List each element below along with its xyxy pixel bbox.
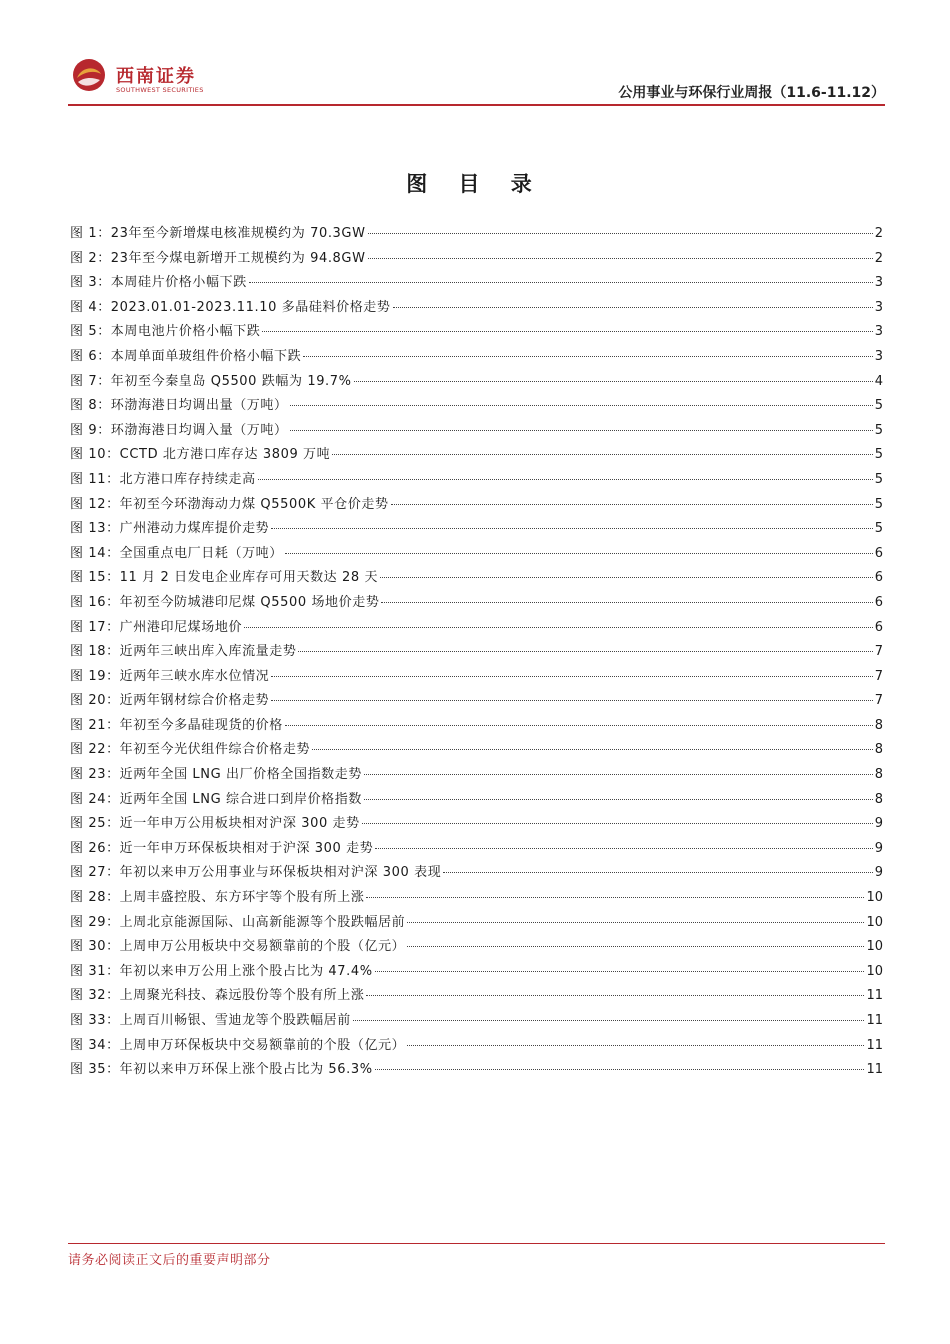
toc-entry-page-number[interactable]: 6 bbox=[874, 570, 883, 586]
toc-entry-page-number[interactable]: 10 bbox=[866, 914, 883, 930]
dot-leader bbox=[290, 430, 873, 431]
toc-entry-page-number[interactable]: 4 bbox=[874, 373, 883, 389]
toc-entry-page-number[interactable]: 11 bbox=[866, 1013, 883, 1028]
toc-entry[interactable] bbox=[70, 443, 883, 468]
toc-entry-label[interactable]: 图 24：近两年全国 LNG 综合进口到岸价格指数 bbox=[70, 791, 362, 807]
toc-entry-label[interactable]: 图 1：23年至今新增煤电核准规模约为 70.3GW bbox=[70, 226, 366, 241]
toc-entry-page-number[interactable]: 11 bbox=[866, 1062, 883, 1078]
toc-entry[interactable] bbox=[70, 468, 883, 493]
toc-entry-page-number[interactable]: 7 bbox=[874, 668, 883, 684]
toc-entry-label[interactable]: 图 26：近一年申万环保板块相对于沪深 300 走势 bbox=[70, 840, 374, 856]
dot-leader bbox=[407, 1045, 864, 1046]
dot-leader bbox=[366, 897, 864, 898]
toc-entry-label[interactable]: 图 17：广州港印尼煤场地价 bbox=[70, 619, 243, 635]
toc-entry[interactable] bbox=[70, 296, 883, 321]
toc-entry[interactable] bbox=[70, 1034, 883, 1059]
dot-leader bbox=[381, 602, 872, 603]
toc-entry[interactable] bbox=[70, 1009, 883, 1034]
toc-entry-page-number[interactable]: 8 bbox=[874, 717, 883, 733]
toc-entry-page-number[interactable]: 3 bbox=[874, 348, 883, 364]
toc-entry-page-number[interactable]: 6 bbox=[874, 545, 883, 561]
toc-entry[interactable] bbox=[70, 345, 883, 370]
toc-entry-label[interactable]: 图 12：年初至今环渤海动力煤 Q5500K 平仓价走势 bbox=[70, 496, 389, 512]
dot-leader bbox=[258, 479, 873, 480]
dot-leader bbox=[375, 848, 872, 849]
page-header bbox=[68, 56, 885, 106]
toc-entry[interactable] bbox=[70, 222, 883, 247]
toc-entry[interactable] bbox=[70, 370, 883, 395]
toc-entry-page-number[interactable]: 7 bbox=[874, 644, 883, 660]
toc-entry-label[interactable]: 图 21：年初至今多晶硅现货的价格 bbox=[70, 717, 283, 733]
dot-leader bbox=[407, 922, 864, 923]
toc-entry-label[interactable]: 图 20：近两年钢材综合价格走势 bbox=[70, 693, 270, 709]
toc-entry[interactable] bbox=[70, 960, 883, 985]
toc-entry-label[interactable]: 图 34：上周申万环保板块中交易额靠前的个股（亿元） bbox=[70, 1037, 406, 1053]
dot-leader bbox=[368, 258, 873, 259]
toc-entry[interactable] bbox=[70, 1058, 883, 1083]
toc-entry-label[interactable]: 图 28：上周丰盛控股、东方环宇等个股有所上涨 bbox=[70, 890, 365, 906]
dot-leader bbox=[303, 356, 873, 357]
dot-leader bbox=[244, 627, 873, 628]
toc-entry[interactable] bbox=[70, 247, 883, 272]
toc-entry-label[interactable]: 图 5：本周电池片价格小幅下跌 bbox=[70, 324, 261, 340]
toc-entry-label[interactable]: 图 18：近两年三峡出库入库流量走势 bbox=[70, 644, 297, 660]
toc-entry[interactable] bbox=[70, 935, 883, 960]
toc-entry-page-number[interactable]: 11 bbox=[866, 988, 883, 1004]
toc-entry[interactable] bbox=[70, 886, 883, 911]
toc-entry[interactable] bbox=[70, 517, 883, 542]
logo-emblem-icon bbox=[72, 58, 106, 92]
toc-entry[interactable] bbox=[70, 984, 883, 1009]
dot-leader bbox=[380, 577, 873, 578]
dot-leader bbox=[290, 405, 873, 406]
toc-entry-page-number[interactable]: 3 bbox=[874, 324, 883, 340]
toc-entry[interactable] bbox=[70, 566, 883, 591]
toc-entry[interactable] bbox=[70, 271, 883, 296]
dot-leader bbox=[271, 528, 872, 529]
toc-entry-page-number[interactable]: 5 bbox=[874, 471, 883, 487]
toc-entry-label[interactable]: 图 27：年初以来申万公用事业与环保板块相对沪深 300 表现 bbox=[70, 865, 442, 881]
toc-entry-label[interactable]: 图 8：环渤海港日均调出量（万吨） bbox=[70, 398, 288, 414]
dot-leader bbox=[375, 1069, 865, 1070]
toc-entry-label[interactable]: 图 6：本周单面单玻组件价格小幅下跌 bbox=[70, 348, 302, 364]
toc-entry-label[interactable]: 图 14：全国重点电厂日耗（万吨） bbox=[70, 545, 283, 561]
toc-entry[interactable] bbox=[70, 837, 883, 862]
toc-entry-page-number[interactable]: 9 bbox=[874, 816, 883, 832]
dot-leader bbox=[312, 749, 873, 750]
toc-entry[interactable] bbox=[70, 665, 883, 690]
dot-leader bbox=[271, 676, 872, 677]
dot-leader bbox=[364, 799, 873, 800]
toc-entry[interactable] bbox=[70, 616, 883, 641]
toc-entry-label[interactable]: 图 32：上周聚光科技、森远股份等个股有所上涨 bbox=[70, 988, 365, 1004]
toc-entry-label[interactable]: 图 22：年初至今光伏组件综合价格走势 bbox=[70, 742, 311, 758]
toc-entry-page-number[interactable]: 8 bbox=[874, 791, 883, 807]
dot-leader bbox=[285, 725, 873, 726]
toc-entry-page-number[interactable]: 11 bbox=[866, 1037, 883, 1053]
toc-entry-page-number[interactable]: 6 bbox=[874, 619, 883, 635]
toc-entry-page-number[interactable]: 5 bbox=[874, 422, 883, 438]
toc-title: 图 目 录 bbox=[406, 172, 544, 196]
footer-disclaimer: 请务必阅读正文后的重要声明部分 bbox=[68, 1253, 271, 1268]
toc-entry-page-number[interactable]: 5 bbox=[874, 496, 883, 512]
toc-entry-label[interactable]: 图 25：近一年申万公用板块相对沪深 300 走势 bbox=[70, 816, 360, 832]
toc-entry-page-number[interactable]: 7 bbox=[874, 693, 883, 709]
toc-entry-label[interactable]: 图 35：年初以来申万环保上涨个股占比为 56.3% bbox=[70, 1062, 373, 1078]
dot-leader bbox=[393, 307, 873, 308]
dot-leader bbox=[368, 233, 873, 234]
toc-entry[interactable] bbox=[70, 911, 883, 936]
dot-leader bbox=[375, 971, 865, 972]
dot-leader bbox=[298, 651, 872, 652]
dot-leader bbox=[285, 553, 873, 554]
company-logo bbox=[68, 56, 208, 98]
toc-entry-label[interactable]: 图 11：北方港口库存持续走高 bbox=[70, 471, 256, 487]
logo-text-en: SOUTHWEST SECURITIES bbox=[116, 86, 204, 94]
toc-entry-label[interactable]: 图 13：广州港动力煤库提价走势 bbox=[70, 521, 270, 537]
toc-entry[interactable] bbox=[70, 493, 883, 518]
dot-leader bbox=[362, 823, 873, 824]
toc-entry-page-number[interactable]: 8 bbox=[874, 767, 883, 783]
dot-leader bbox=[354, 381, 873, 382]
logo-text-cn: 西南证券 bbox=[116, 66, 196, 87]
toc-entry-page-number[interactable]: 9 bbox=[874, 865, 883, 881]
header-divider bbox=[68, 104, 885, 106]
toc-entry-page-number[interactable]: 8 bbox=[874, 742, 883, 758]
toc-entry-label[interactable]: 图 10：CCTD 北方港口库存达 3809 万吨 bbox=[70, 447, 331, 463]
toc-entry[interactable] bbox=[70, 738, 883, 763]
toc-entry-page-number[interactable]: 6 bbox=[874, 594, 883, 610]
toc-entry-label[interactable]: 图 16：年初至今防城港印尼煤 Q5500 场地价走势 bbox=[70, 594, 380, 610]
toc-entry[interactable] bbox=[70, 320, 883, 345]
dot-leader bbox=[249, 282, 873, 283]
toc-entry-label[interactable]: 图 19：近两年三峡水库水位情况 bbox=[70, 668, 270, 684]
dot-leader bbox=[332, 454, 872, 455]
dot-leader bbox=[443, 872, 872, 873]
toc-entry[interactable] bbox=[70, 714, 883, 739]
toc-entry-label[interactable]: 图 3：本周硅片价格小幅下跌 bbox=[70, 275, 247, 291]
toc-entry-label[interactable]: 图 31：年初以来申万公用上涨个股占比为 47.4% bbox=[70, 963, 373, 979]
toc-entry-label[interactable]: 图 9：环渤海港日均调入量（万吨） bbox=[70, 422, 288, 438]
toc-entry-label[interactable]: 图 2：23年至今煤电新增开工规模约为 94.8GW bbox=[70, 250, 366, 266]
toc-entry-label[interactable]: 图 33：上周百川畅银、雪迪龙等个股跌幅居前 bbox=[70, 1013, 351, 1028]
toc-entry[interactable] bbox=[70, 542, 883, 567]
figure-table-of-contents bbox=[70, 222, 883, 1083]
dot-leader bbox=[271, 700, 872, 701]
toc-entry-page-number[interactable]: 5 bbox=[874, 447, 883, 463]
toc-entry-label[interactable]: 图 30：上周申万公用板块中交易额靠前的个股（亿元） bbox=[70, 939, 406, 955]
toc-entry[interactable] bbox=[70, 689, 883, 714]
toc-entry-label[interactable]: 图 29：上周北京能源国际、山高新能源等个股跌幅居前 bbox=[70, 914, 406, 930]
dot-leader bbox=[353, 1020, 865, 1021]
toc-entry-page-number[interactable]: 10 bbox=[866, 963, 883, 979]
dot-leader bbox=[407, 946, 864, 947]
toc-entry-label[interactable]: 图 15：11 月 2 日发电企业库存可用天数达 28 天 bbox=[70, 570, 379, 586]
toc-entry-page-number[interactable]: 2 bbox=[874, 226, 883, 241]
dot-leader bbox=[364, 774, 873, 775]
toc-entry-label[interactable]: 图 4：2023.01.01-2023.11.10 多晶硅料价格走势 bbox=[70, 299, 391, 315]
toc-entry[interactable] bbox=[70, 640, 883, 665]
toc-entry[interactable] bbox=[70, 763, 883, 788]
toc-entry-page-number[interactable]: 9 bbox=[874, 840, 883, 856]
toc-entry-page-number[interactable]: 2 bbox=[874, 250, 883, 266]
toc-entry-page-number[interactable]: 10 bbox=[866, 890, 883, 906]
toc-entry-page-number[interactable]: 5 bbox=[874, 398, 883, 414]
toc-entry-page-number[interactable]: 10 bbox=[866, 939, 883, 955]
toc-entry-page-number[interactable]: 5 bbox=[874, 521, 883, 537]
toc-entry[interactable] bbox=[70, 788, 883, 813]
report-title: 公用事业与环保行业周报（11.6-11.12） bbox=[618, 85, 885, 101]
toc-entry[interactable] bbox=[70, 591, 883, 616]
toc-entry-label[interactable]: 图 7：年初至今秦皇岛 Q5500 跌幅为 19.7% bbox=[70, 373, 352, 389]
dot-leader bbox=[366, 995, 864, 996]
dot-leader bbox=[262, 331, 872, 332]
toc-entry[interactable] bbox=[70, 812, 883, 837]
toc-entry[interactable] bbox=[70, 419, 883, 444]
dot-leader bbox=[391, 504, 873, 505]
toc-entry[interactable] bbox=[70, 394, 883, 419]
footer-divider bbox=[68, 1243, 885, 1244]
toc-entry[interactable] bbox=[70, 861, 883, 886]
toc-entry-page-number[interactable]: 3 bbox=[874, 299, 883, 315]
toc-entry-page-number[interactable]: 3 bbox=[874, 275, 883, 291]
toc-entry-label[interactable]: 图 23：近两年全国 LNG 出厂价格全国指数走势 bbox=[70, 767, 362, 783]
